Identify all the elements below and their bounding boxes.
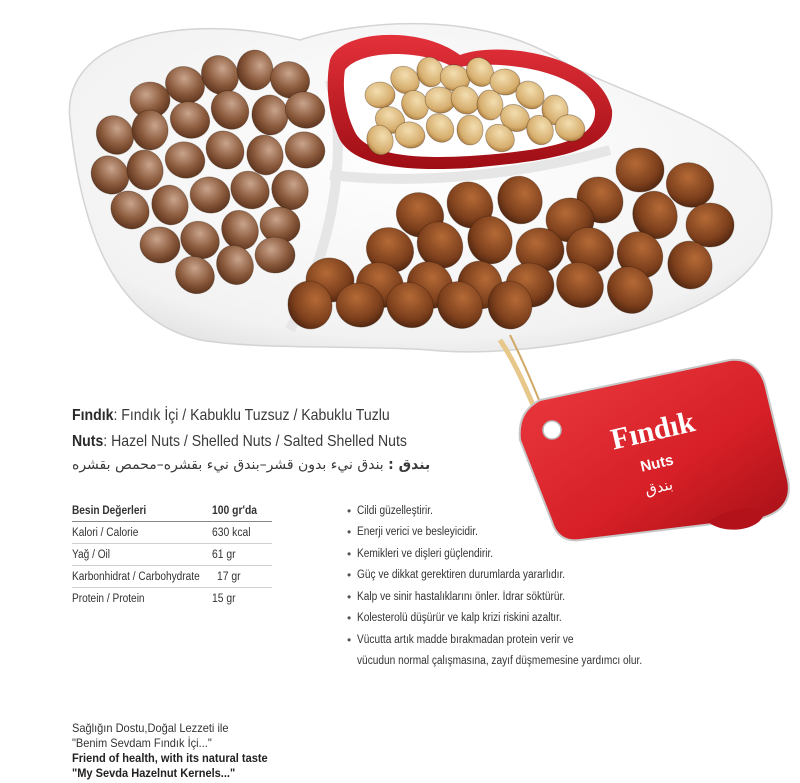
tag-title: Fındık (607, 405, 699, 457)
tag-arabic: بندق (643, 475, 675, 500)
benefit-item: • Vücutta artık madde bırakmadan protein verir ve (347, 632, 574, 647)
product-label-ar: بندق : (388, 457, 431, 473)
product-value-tr: : Fındık İçi / Kabuklu Tuzsuz / Kabuklu Tuzlu (113, 407, 390, 424)
kernel (457, 115, 484, 145)
bullet-icon: • (347, 589, 352, 604)
benefit-item: • Cildi güzelleştirir. (347, 503, 433, 518)
benefit-item: • Güç ve dikkat gerektiren durumlarda yararlıdır. (347, 568, 566, 583)
kernel (365, 82, 395, 108)
nutrition-label: Protein / Protein (72, 592, 145, 605)
product-label-en: Nuts (72, 433, 104, 450)
nutrition-value: 630 kcal (212, 526, 251, 539)
slogan-en-line1: Friend of health, with its natural taste (72, 751, 268, 765)
slogan-en-line2: "My Sevda Hazelnut Kernels..." (72, 766, 236, 780)
bullet-icon: • (347, 546, 352, 561)
nutrition-value: 17 gr (217, 570, 241, 583)
nutrition-label: Karbonhidrat / Carbohydrate (72, 570, 200, 583)
nutrition-row (72, 522, 272, 544)
nutrition-table (72, 500, 272, 609)
benefit-item: • Enerji verici ve besleyicidir. (347, 525, 478, 540)
benefit-item: • Kolesterolü düşürür ve kalp krizi riskini azaltır. (347, 611, 562, 626)
nutrition-row (72, 588, 272, 609)
product-name-en (72, 433, 407, 451)
nutrition-label: Yağ / Oil (72, 548, 111, 561)
hazelnut (616, 148, 664, 192)
nutrition-value: 15 gr (212, 592, 236, 605)
benefit-item: • Kalp ve sinir hastalıklarını önler. İdrar söktürür. (347, 589, 566, 604)
benefit-item: • Kemikleri ve dişleri güçlendirir. (347, 546, 494, 561)
slogan-tr-line2: "Benim Sevdam Fındık İçi..." (72, 736, 212, 750)
tag-subtitle: Nuts (638, 451, 676, 476)
product-value-ar: بندق نيء بدون قشر–بندق نيء بقشره–محمص بقشره (72, 457, 389, 473)
bullet-icon: • (347, 525, 352, 540)
slogan-tr-line1: Sağlığın Dostu,Doğal Lezzeti ile (72, 721, 229, 735)
slogan (72, 721, 285, 781)
tag-hole (543, 421, 561, 439)
nutrition-label: Kalori / Calorie (72, 526, 139, 539)
product-label-tr: Fındık (72, 407, 114, 424)
nutrition-header-label: Besin Değerleri (72, 504, 147, 517)
nutrition-header (72, 500, 272, 522)
nutrition-row (72, 566, 272, 588)
product-name-ar (72, 457, 430, 473)
nutrition-header-value: 100 gr'da (212, 504, 258, 517)
bullet-icon: • (347, 611, 352, 626)
benefits-list (347, 500, 777, 672)
bullet-icon: • (347, 632, 352, 647)
benefit-item-continued: vücudun normal çalışmasına, zayıf düşmemesine yardımcı olur. (357, 655, 643, 668)
nutrition-row (72, 544, 272, 566)
product-name-tr (72, 407, 390, 425)
nutrition-value: 61 gr (212, 548, 236, 561)
bullet-icon: • (347, 568, 352, 583)
bullet-icon: • (347, 503, 352, 518)
product-value-en: : Hazel Nuts / Shelled Nuts / Salted Shelled Nuts (103, 433, 407, 450)
